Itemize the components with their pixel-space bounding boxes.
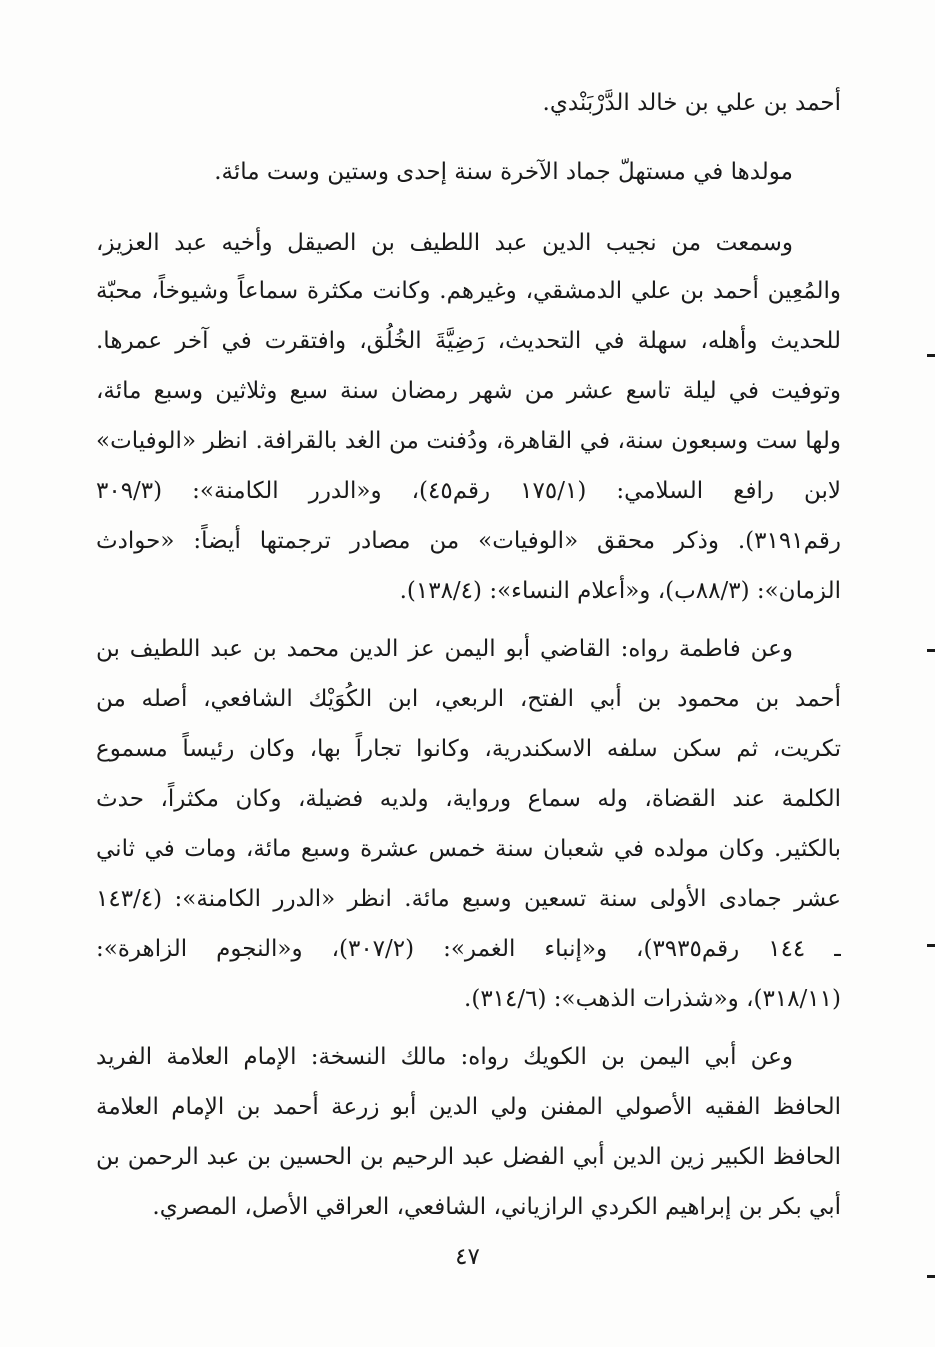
edge-mark	[927, 944, 935, 947]
text-line: لابن رافع السلامي: (١٧٥/١ رقم٤٥)، و«الدرر الكامنة»: (٣٠٩/٣	[96, 478, 841, 504]
edge-mark	[927, 354, 935, 357]
text-line: وسمعت من نجيب الدين عبد اللطيف بن الصيقل وأخيه عبد العزيز،	[96, 230, 793, 256]
edge-mark	[927, 649, 935, 652]
text-line: ولها ست وسبعون سنة، في القاهرة، ودُفنت من الغد بالقرافة. انظر «الوفيات»	[96, 428, 841, 454]
text-line: بالكثير. وكان مولده في شعبان سنة خمس عشرة وسبع مائة، ومات في ثاني	[96, 836, 841, 862]
page-number: ٤٧	[455, 1244, 480, 1270]
text-line: مولدها في مستهلّ جماد الآخرة سنة إحدى وستين وست مائة.	[214, 159, 793, 185]
text-line: أحمد بن محمود بن أبي الفتح، الربعي، ابن الكُوَيْك الشافعي، أصله من	[96, 686, 841, 712]
text-line: ـ ١٤٤ رقم٣٩٣٥)، و«إنباء الغمر»: (٣٠٧/٢)، و«النجوم الزاهرة»:	[96, 936, 841, 962]
edge-mark	[927, 1275, 935, 1278]
text-line: (٣١٨/١١)، و«شذرات الذهب»: (٣١٤/٦).	[464, 986, 841, 1012]
text-line: الحافظ الفقيه الأصولي المفنن ولي الدين أبو زرعة أحمد بن الإمام العلامة	[96, 1094, 841, 1120]
text-line: رقم٣١٩١). وذكر محقق «الوفيات» من مصادر ترجمتها أيضاً: «حوادث	[96, 528, 841, 554]
text-line: وعن أبي اليمن بن الكويك رواه: مالك النسخة: الإمام العلامة الفريد	[96, 1044, 793, 1070]
text-line: الحافظ الكبير زين الدين أبي الفضل عبد الرحيم بن الحسين بن عبد الرحمن بن	[96, 1144, 841, 1170]
text-line: عشر جمادى الأولى سنة تسعين وسبع مائة. انظر «الدرر الكامنة»: (١٤٣/٤	[96, 886, 841, 912]
text-line: تكريت، ثم سكن سلفه الاسكندرية، وكانوا تجاراً بها، وكان رئيساً مسموع	[96, 736, 841, 762]
text-line: وعن فاطمة رواه: القاضي أبو اليمن عز الدين محمد بن عبد اللطيف بن	[96, 636, 793, 662]
text-line: وتوفيت في ليلة تاسع عشر من شهر رمضان سنة سبع وثلاثين وسبع مائة،	[96, 378, 841, 404]
text-line: والمُعِين أحمد بن علي الدمشقي، وغيرهم. وكانت مكثرة سماعاً وشيوخاً، محبّة	[96, 278, 841, 304]
text-line: الزمان»: (٨٨/٣ب)، و«أعلام النساء»: (١٣٨/٤).	[399, 578, 841, 604]
text-line: الكلمة عند القضاة، وله سماع ورواية، ولديه فضيلة، وكان مكثراً، حدث	[96, 786, 841, 812]
text-line: أحمد بن علي بن خالد الدَّرْبَنْدي.	[542, 90, 841, 116]
text-line: أبي بكر بن إبراهيم الكردي الرازياني، الشافعي، العراقي الأصل، المصري.	[152, 1194, 841, 1220]
text-line: للحديث وأهله، سهلة في التحديث، رَضِيَّةَ الخُلُق، وافتقرت في آخر عمرها.	[96, 328, 841, 354]
